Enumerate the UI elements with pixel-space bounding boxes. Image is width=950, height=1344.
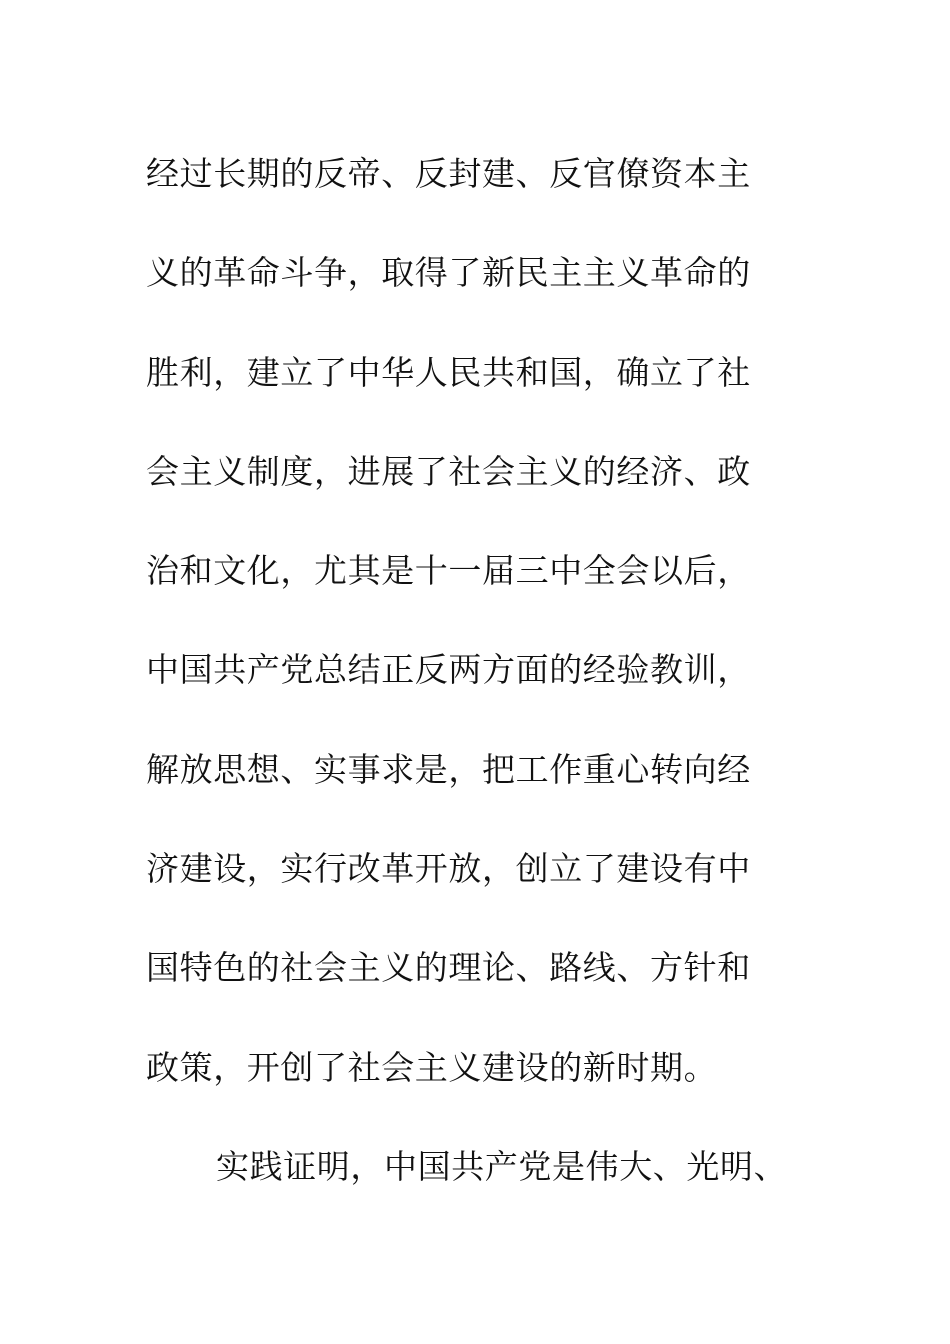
text-line-7: 解放思想、实事求是，把工作重心转向经 <box>146 749 751 789</box>
paragraph-start-line: 实践证明，中国共产党是伟大、光明、 <box>216 1146 788 1186</box>
text-line-1: 经过长期的反帝、反封建、反官僚资本主 <box>146 154 751 193</box>
text-line-3: 胜利，建立了中华人民共和国，确立了社 <box>146 352 751 392</box>
text-line-2: 义的革命斗争，取得了新民主主义革命的 <box>146 253 751 293</box>
body-text <box>146 124 826 1216</box>
text-line-4: 会主义制度，进展了社会主义的经济、政 <box>146 451 751 491</box>
text-line-9: 国特色的社会主义的理论、路线、方针和 <box>146 948 751 988</box>
text-line-6: 中国共产党总结正反两方面的经验教训， <box>146 650 751 690</box>
text-line-10: 政策，开创了社会主义建设的新时期。 <box>146 1047 718 1087</box>
text-line-8: 济建设，实行改革开放，创立了建设有中 <box>146 849 751 889</box>
text-line-5: 治和文化，尤其是十一届三中全会以后， <box>146 551 751 591</box>
